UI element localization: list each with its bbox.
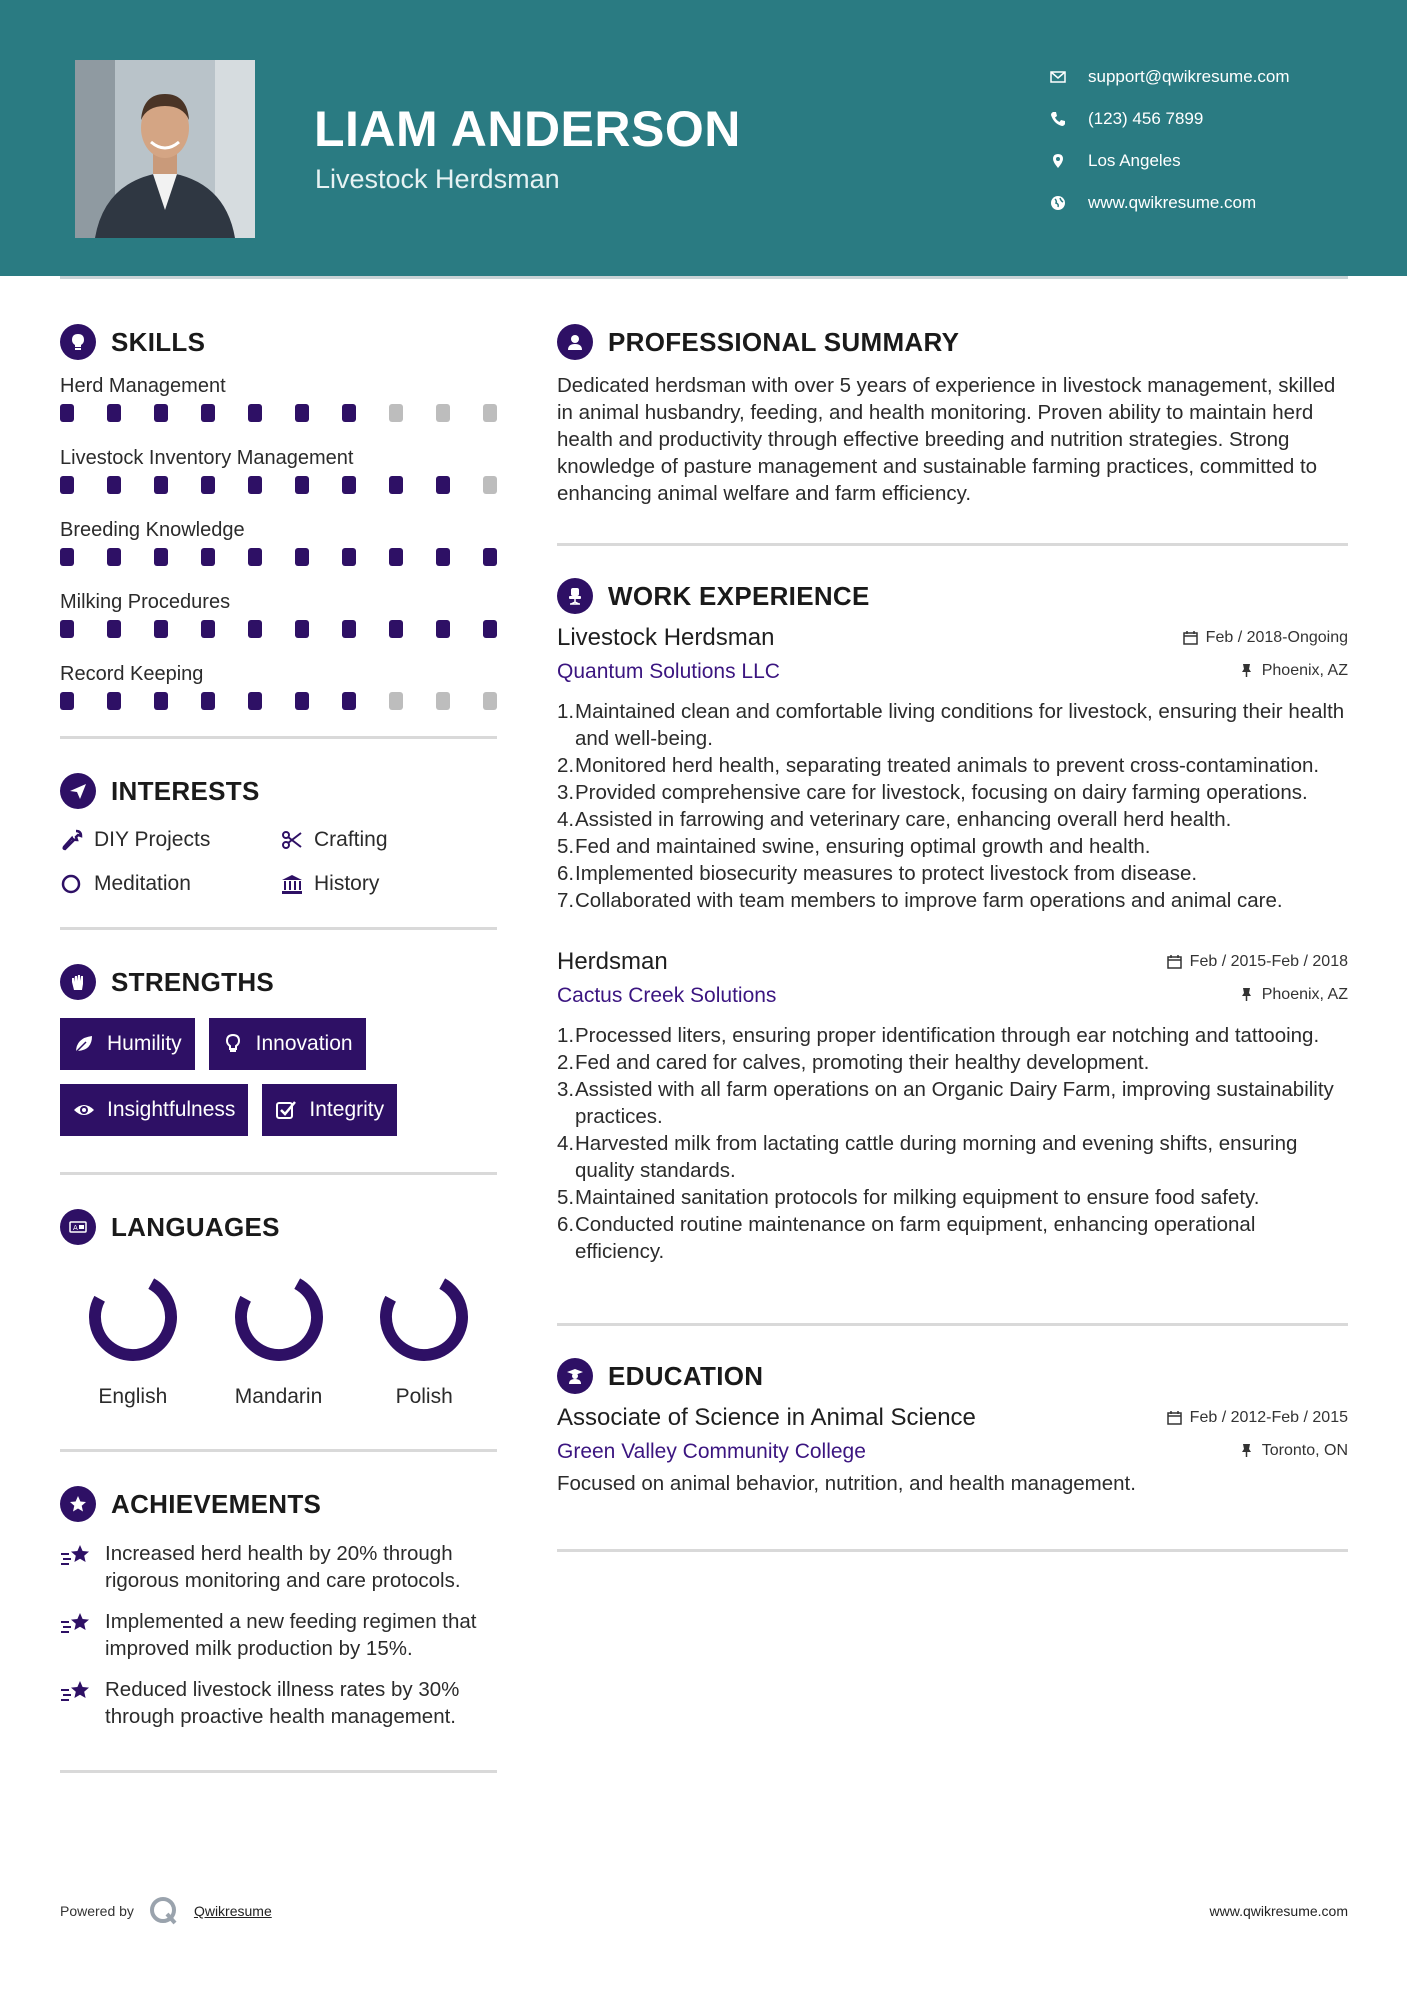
rating-dot-filled <box>342 692 356 710</box>
job-bullet: 4.Harvested milk from lactating cattle during morning and evening shifts, ensuring quality standards. <box>557 1132 1298 1182</box>
education-heading <box>557 1354 1348 1398</box>
translate-icon <box>60 1209 96 1245</box>
job-location: Phoenix, AZ <box>1239 986 1348 1004</box>
strengths-list <box>60 1018 497 1136</box>
interest-item: Crafting <box>280 823 497 857</box>
phone-icon <box>1050 111 1066 127</box>
candidate-title: Livestock Herdsman <box>315 164 560 194</box>
skill-item <box>60 442 497 496</box>
interest-item: DIY Projects <box>60 823 280 857</box>
rating-dot-filled <box>60 476 74 494</box>
strength-tag: Innovation <box>209 1018 366 1070</box>
user-icon <box>557 324 593 360</box>
rating-dot-filled <box>60 692 74 710</box>
interest-item: History <box>280 867 497 901</box>
job-location: Phoenix, AZ <box>1239 662 1348 680</box>
rating-dot-filled <box>154 692 168 710</box>
rating-dot-filled <box>107 548 121 566</box>
skills-heading <box>60 320 497 364</box>
rating-dot-empty <box>483 404 497 422</box>
section-divider <box>60 1770 497 1773</box>
map-pin-icon <box>1050 153 1066 169</box>
pushpin-icon <box>1239 663 1254 678</box>
rating-dot-filled <box>248 692 262 710</box>
language-name: Polish <box>395 1385 453 1408</box>
lightbulb-icon <box>60 324 96 360</box>
rating-dot-filled <box>60 404 74 422</box>
rating-dot-filled <box>154 548 168 566</box>
star-badge-icon <box>60 1486 96 1522</box>
job-company: Quantum Solutions LLC <box>557 660 780 683</box>
rating-dot-filled <box>248 404 262 422</box>
skill-name: Milking Procedures <box>60 591 231 613</box>
job-bullet: 3.Assisted with all farm operations on an Organic Dairy Farm, improving sustainability practices. <box>557 1078 1334 1128</box>
rating-dot-filled <box>295 404 309 422</box>
rating-dot-filled <box>201 476 215 494</box>
job-bullet: 2.Fed and cared for calves, promoting their healthy development. <box>557 1051 1150 1074</box>
section-divider <box>557 1549 1348 1552</box>
pushpin-icon <box>1239 987 1254 1002</box>
powered-by: Powered by Qwikresume <box>60 1895 272 1927</box>
achievements-title: ACHIEVEMENTS <box>111 1488 322 1519</box>
education-location: Toronto, ON <box>1239 1442 1348 1460</box>
skill-item <box>60 586 497 640</box>
skill-rating <box>60 402 497 424</box>
rating-dot-filled <box>295 620 309 638</box>
job-bullet: 1.Maintained clean and comfortable living conditions for livestock, ensuring their health and well-being. <box>557 700 1345 750</box>
skill-item <box>60 370 497 424</box>
candidate-name: LIAM ANDERSON <box>314 101 741 157</box>
rating-dot-empty <box>436 692 450 710</box>
education-description: Focused on animal behavior, nutrition, and health management. <box>557 1472 1136 1495</box>
rating-dot-empty <box>389 692 403 710</box>
shooting-star-icon <box>60 1542 94 1572</box>
education-entry <box>557 1404 1348 1497</box>
job-entry <box>557 948 1348 1265</box>
skill-rating <box>60 618 497 640</box>
rating-dot-filled <box>154 476 168 494</box>
right-column <box>557 320 1348 1552</box>
rating-dot-filled <box>483 620 497 638</box>
strength-tag: Integrity <box>262 1084 397 1136</box>
achievement-item: Reduced livestock illness rates by 30% through proactive health management. <box>60 1676 497 1730</box>
job-bullet: 4.Assisted in farrowing and veterinary care, enhancing overall herd health. <box>557 808 1232 831</box>
achievements-heading <box>60 1482 497 1526</box>
shooting-star-icon <box>60 1610 94 1640</box>
checkbox-icon <box>275 1099 297 1121</box>
page-footer <box>60 1895 1348 1927</box>
job-bullet: 6.Conducted routine maintenance on farm equipment, enhancing operational efficiency. <box>557 1213 1256 1263</box>
job-dates: Feb / 2018-Ongoing <box>1183 629 1348 647</box>
strength-tag: Humility <box>60 1018 195 1070</box>
brand-link[interactable]: Qwikresume <box>193 1903 272 1919</box>
rating-dot-filled <box>154 620 168 638</box>
job-bullet: 7.Collaborated with team members to improve farm operations and animal care. <box>557 889 1283 912</box>
rating-dot-filled <box>107 620 121 638</box>
rating-dot-filled <box>436 548 450 566</box>
skill-item <box>60 658 497 712</box>
contact-phone[interactable]: (123) 456 7899 <box>1050 98 1290 140</box>
contact-website[interactable]: www.qwikresume.com <box>1050 182 1290 224</box>
job-bullet: 5.Maintained sanitation protocols for milking equipment to ensure food safety. <box>557 1186 1260 1209</box>
office-chair-icon <box>557 578 593 614</box>
rating-dot-filled <box>107 404 121 422</box>
language-name: English <box>98 1385 168 1408</box>
language-level-arc <box>95 1284 171 1355</box>
interests-heading <box>60 769 497 813</box>
rating-dot-filled <box>201 692 215 710</box>
interests-list <box>60 823 497 901</box>
job-role: Herdsman <box>557 948 668 975</box>
rating-dot-filled <box>248 548 262 566</box>
rating-dot-filled <box>107 476 121 494</box>
lightbulb-icon <box>222 1033 244 1055</box>
contact-location: Los Angeles <box>1050 140 1290 182</box>
rating-dot-filled <box>248 620 262 638</box>
rating-dot-filled <box>60 548 74 566</box>
summary-text: Dedicated herdsman with over 5 years of experience in livestock management, skilled in animal husbandry, feeding, and health monitoring. Proven ability to maintain herd health and productivity through effective breeding and nutrition strategies. Strong knowledge of pasture management and sustainable farming practices, committed to enhancing animal welfare and farm efficiency. <box>557 374 1336 505</box>
education-school: Green Valley Community College <box>557 1440 866 1463</box>
strengths-title: STRENGTHS <box>111 966 275 997</box>
rating-dot-filled <box>342 620 356 638</box>
rating-dot-filled <box>389 620 403 638</box>
rating-dot-filled <box>295 476 309 494</box>
rating-dot-filled <box>201 548 215 566</box>
profile-photo <box>75 60 255 238</box>
job-bullet: 5.Fed and maintained swine, ensuring optimal growth and health. <box>557 835 1151 858</box>
language-level-arc <box>241 1284 317 1355</box>
language-level-ring <box>229 1267 329 1367</box>
section-divider <box>60 736 497 739</box>
rating-dot-empty <box>389 404 403 422</box>
job-bullets <box>557 1022 1348 1265</box>
resume-header <box>0 0 1407 276</box>
job-entry <box>557 624 1348 914</box>
rating-dot-empty <box>483 476 497 494</box>
skill-rating <box>60 474 497 496</box>
achievements-list <box>60 1540 497 1730</box>
envelope-icon <box>1050 69 1066 85</box>
section-divider <box>557 1323 1348 1326</box>
language-item <box>206 1267 352 1409</box>
rating-dot-filled <box>295 548 309 566</box>
skill-item <box>60 514 497 568</box>
language-item <box>60 1267 206 1409</box>
rating-dot-filled <box>295 692 309 710</box>
rating-dot-filled <box>342 476 356 494</box>
job-bullet: 3.Provided comprehensive care for livestock, focusing on dairy farming operations. <box>557 781 1308 804</box>
skill-rating <box>60 546 497 568</box>
rating-dot-filled <box>436 476 450 494</box>
strengths-heading <box>60 960 497 1004</box>
languages-heading <box>60 1205 497 1249</box>
job-bullet: 2.Monitored herd health, separating treated animals to prevent cross-contamination. <box>557 754 1320 777</box>
rating-dot-empty <box>483 692 497 710</box>
strength-tag: Insightfulness <box>60 1084 248 1136</box>
rating-dot-filled <box>248 476 262 494</box>
pushpin-icon <box>1239 1443 1254 1458</box>
museum-icon <box>280 872 304 896</box>
skill-name: Breeding Knowledge <box>60 519 245 541</box>
paper-plane-icon <box>60 773 96 809</box>
job-bullet: 1.Processed liters, ensuring proper identification through ear notching and tattooing. <box>557 1024 1320 1047</box>
header-divider <box>60 276 1348 279</box>
shooting-star-icon <box>60 1678 94 1708</box>
interests-title: INTERESTS <box>111 775 260 806</box>
rating-dot-empty <box>436 404 450 422</box>
education-degree: Associate of Science in Animal Science <box>557 1404 976 1431</box>
rating-dot-filled <box>201 620 215 638</box>
eye-icon <box>73 1099 95 1121</box>
languages-list <box>60 1267 497 1409</box>
language-name: Mandarin <box>234 1385 323 1408</box>
section-divider <box>60 1172 497 1175</box>
rating-dot-filled <box>389 476 403 494</box>
svg-text:A: A <box>73 1224 78 1232</box>
section-divider <box>557 543 1348 546</box>
education-title: EDUCATION <box>608 1360 764 1391</box>
language-item <box>351 1267 497 1409</box>
rating-dot-filled <box>342 548 356 566</box>
hand-icon <box>60 964 96 1000</box>
rating-dot-filled <box>107 692 121 710</box>
rating-dot-filled <box>201 404 215 422</box>
rating-dot-filled <box>436 620 450 638</box>
experience-heading <box>557 574 1348 618</box>
skill-name: Record Keeping <box>60 663 204 685</box>
calendar-icon <box>1167 1410 1182 1425</box>
rating-dot-filled <box>389 548 403 566</box>
achievement-item: Increased herd health by 20% through rigorous monitoring and care protocols. <box>60 1540 497 1594</box>
skill-name: Livestock Inventory Management <box>60 447 354 469</box>
graduate-icon <box>557 1358 593 1394</box>
experience-title: WORK EXPERIENCE <box>608 580 870 611</box>
calendar-icon <box>1167 954 1182 969</box>
rating-dot-filled <box>483 548 497 566</box>
section-divider <box>60 1449 497 1452</box>
job-dates: Feb / 2015-Feb / 2018 <box>1167 953 1348 971</box>
circle-icon <box>60 872 84 896</box>
rating-dot-filled <box>342 404 356 422</box>
education-dates: Feb / 2012-Feb / 2015 <box>1167 1409 1348 1427</box>
contact-email[interactable]: support@qwikresume.com <box>1050 56 1290 98</box>
skill-rating <box>60 690 497 712</box>
summary-title: PROFESSIONAL SUMMARY <box>608 326 960 357</box>
skill-name: Herd Management <box>60 375 226 397</box>
summary-heading <box>557 320 1348 364</box>
contact-list <box>1050 56 1290 224</box>
section-divider <box>60 927 497 930</box>
language-level-ring <box>83 1267 183 1367</box>
interest-item: Meditation <box>60 867 280 901</box>
scissors-icon <box>280 828 304 852</box>
job-role: Livestock Herdsman <box>557 624 775 651</box>
job-company: Cactus Creek Solutions <box>557 984 777 1007</box>
achievement-item: Implemented a new feeding regimen that improved milk production by 15%. <box>60 1608 497 1662</box>
skills-title: SKILLS <box>111 326 206 357</box>
job-bullet: 6.Implemented biosecurity measures to protect livestock from disease. <box>557 862 1198 885</box>
languages-title: LANGUAGES <box>111 1211 280 1242</box>
rating-dot-filled <box>154 404 168 422</box>
footer-url[interactable]: www.qwikresume.com <box>1209 1903 1348 1919</box>
wrench-icon <box>60 828 84 852</box>
rating-dot-filled <box>60 620 74 638</box>
qwikresume-logo-icon <box>148 1895 180 1927</box>
leaf-icon <box>73 1033 95 1055</box>
language-level-ring <box>374 1267 474 1367</box>
globe-icon <box>1050 195 1066 211</box>
language-level-arc <box>386 1284 462 1355</box>
job-bullets <box>557 698 1348 914</box>
left-column <box>60 320 497 1773</box>
calendar-icon <box>1183 630 1198 645</box>
skills-list <box>60 370 497 712</box>
